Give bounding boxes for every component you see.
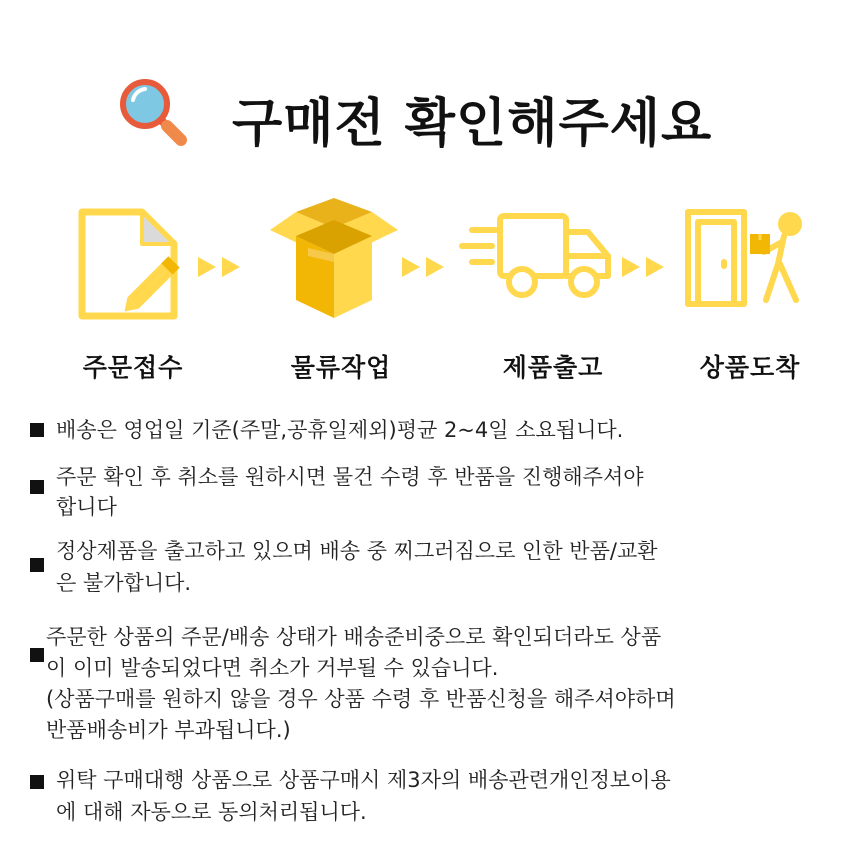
delivery-truck-icon: [458, 210, 614, 302]
notice-line: 주문한 상품의 주문/배송 상태가 배송준비중으로 확인되더라도 상품: [46, 625, 662, 649]
notice-line: 이 이미 발송되었다면 취소가 거부될 수 있습니다.: [46, 656, 499, 680]
notice-item: [30, 765, 830, 829]
notice-item: [30, 415, 830, 447]
document-pen-icon: [78, 208, 188, 320]
door-delivery-person-icon: [684, 208, 808, 308]
notice-line: 합니다: [56, 495, 117, 519]
notice-line: 에 대해 자동으로 동의처리됩니다.: [56, 800, 367, 824]
notice-line: 반품배송비가 부과됩니다.): [46, 718, 291, 742]
page-title: 구매전 확인해주세요: [232, 94, 713, 154]
notice-line: 은 불가합니다.: [56, 571, 192, 595]
magnifier-icon: [115, 74, 190, 149]
notice-item: [30, 622, 830, 746]
bullet-icon: [30, 648, 44, 662]
bullet-icon: [30, 480, 44, 494]
notice-line: 주문 확인 후 취소를 원하시면 물건 수령 후 반품을 진행해주셔야: [56, 465, 644, 489]
notice-line: (상품구매를 원하지 않을 경우 상품 수령 후 반품신청을 해주셔야하며: [46, 687, 676, 711]
step-label-shipped: 제품출고: [502, 353, 604, 382]
notice-item: [30, 462, 830, 524]
bullet-icon: [30, 558, 44, 572]
step-label-order-received: 주문접수: [82, 353, 184, 382]
notice-line: 정상제품을 출고하고 있으며 배송 중 찌그러짐으로 인한 반품/교환: [56, 539, 658, 563]
notice-item: [30, 536, 830, 598]
notice-line: 위탁 구매대행 상품으로 상품구매시 제3자의 배송관련개인정보이용: [56, 768, 671, 792]
bullet-icon: [30, 775, 44, 789]
step-label-logistics: 물류작업: [290, 353, 392, 382]
notice-line: 배송은 영업일 기준(주말,공휴일제외)평균 2~4일 소요됩니다.: [56, 418, 624, 442]
double-arrow-icon: [400, 255, 450, 279]
box-icon: [266, 198, 402, 320]
title-row: [0, 70, 860, 180]
double-arrow-icon: [196, 255, 246, 279]
step-label-arrived: 상품도착: [699, 353, 801, 382]
double-arrow-icon: [620, 255, 670, 279]
bullet-icon: [30, 423, 44, 437]
